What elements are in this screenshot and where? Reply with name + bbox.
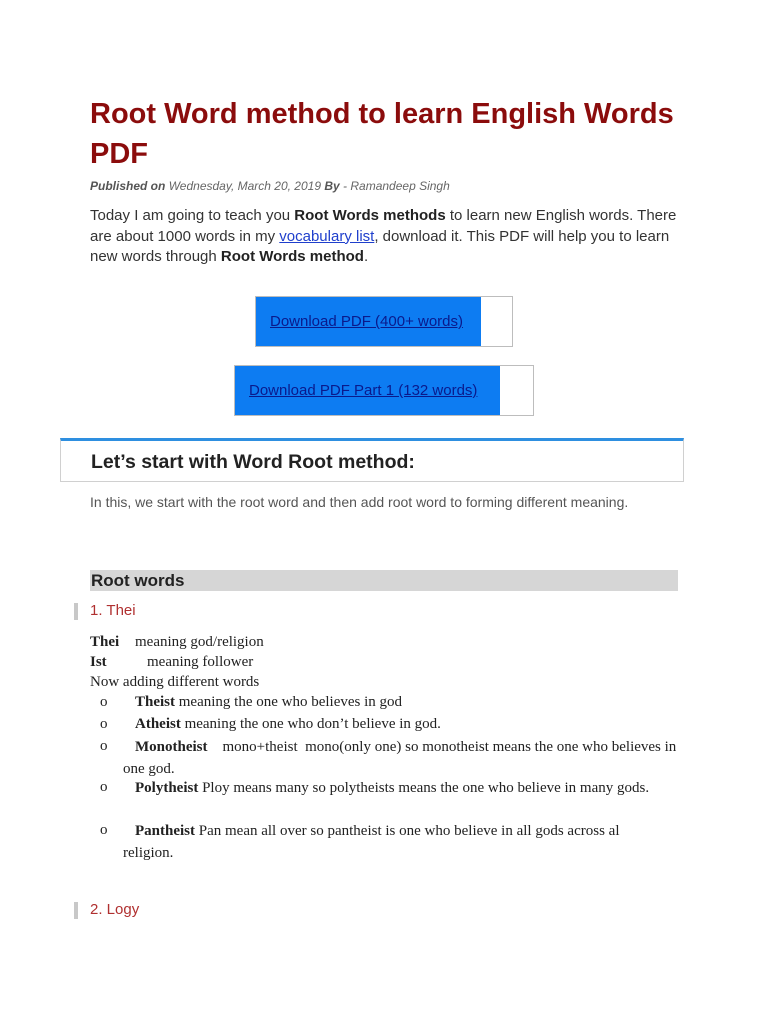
bullet-marker: o bbox=[100, 716, 108, 732]
bullet-text: Pan mean all over so pantheist is one who believe in all gods across al religion. bbox=[123, 823, 620, 861]
definition-row bbox=[90, 652, 254, 672]
section-heading-box bbox=[60, 438, 684, 482]
bullet-marker: o bbox=[100, 779, 108, 795]
bullet-term: Polytheist bbox=[135, 780, 199, 796]
published-label: Published on bbox=[90, 179, 166, 193]
intro-text: , download it. This PDF will help you to learn new words through bbox=[90, 227, 670, 265]
bullet-term: Monotheist bbox=[135, 739, 208, 755]
download-pdf-part1-box[interactable] bbox=[234, 365, 534, 416]
section-text: In this, we start with the root word and then add root word to forming different meaning. bbox=[90, 494, 629, 510]
definition-row bbox=[90, 632, 264, 652]
root-words-bar bbox=[90, 570, 678, 591]
bullet-term: Theist bbox=[135, 694, 176, 710]
post-date: Wednesday, March 20, 2019 bbox=[168, 179, 322, 193]
by-label: By bbox=[324, 179, 340, 193]
adding-text: Now adding different words bbox=[90, 674, 260, 690]
root-words-heading: Root words bbox=[91, 571, 185, 590]
bullet-term: Atheist bbox=[135, 716, 181, 732]
definition-term: Ist bbox=[90, 654, 107, 670]
bullet-marker: o bbox=[100, 738, 108, 754]
bullet-text: meaning the one who believes in god bbox=[175, 694, 403, 710]
intro-text: Today I am going to teach you bbox=[90, 207, 295, 224]
download-pdf-part1-link[interactable]: Download PDF Part 1 (132 words) bbox=[249, 382, 478, 399]
intro-text: to learn new English words. There are about 1000 words in my bbox=[90, 207, 677, 245]
definition-meaning: meaning follower bbox=[147, 654, 254, 670]
bullet-text: Ploy means many so polytheists means the one who believe in many gods. bbox=[198, 780, 650, 796]
item-2-heading: 2. Logy bbox=[90, 901, 140, 918]
intro-bold-root-method: Root Words method bbox=[220, 248, 364, 265]
intro-text: . bbox=[363, 248, 369, 265]
intro-bold-root-words: Root Words methods bbox=[294, 207, 446, 224]
definition-term: Thei bbox=[90, 634, 120, 650]
bullet-text: mono+theist mono(only one) so monotheist means the one who believes in one god. bbox=[123, 739, 681, 777]
item-1-heading: 1. Thei bbox=[90, 602, 136, 619]
intro-paragraph bbox=[90, 206, 690, 268]
download-pdf-400-link[interactable]: Download PDF (400+ words) bbox=[270, 313, 464, 330]
post-meta bbox=[90, 179, 450, 193]
download-pdf-400-box[interactable] bbox=[255, 296, 513, 347]
bullet-marker: o bbox=[100, 694, 108, 710]
bullet-text: meaning the one who don’t believe in god. bbox=[180, 716, 441, 732]
article-title: Root Word method to learn English Words PDF bbox=[90, 98, 674, 170]
heading-marker-bar bbox=[74, 902, 78, 919]
post-author: - Ramandeep Singh bbox=[343, 179, 450, 193]
bullet-marker: o bbox=[100, 822, 108, 838]
definition-meaning: meaning god/religion bbox=[135, 634, 264, 650]
bullet-term: Pantheist bbox=[135, 823, 195, 839]
heading-marker-bar bbox=[74, 603, 78, 620]
vocabulary-list-link[interactable]: vocabulary list bbox=[279, 227, 375, 245]
section-heading: Let’s start with Word Root method: bbox=[91, 451, 415, 473]
